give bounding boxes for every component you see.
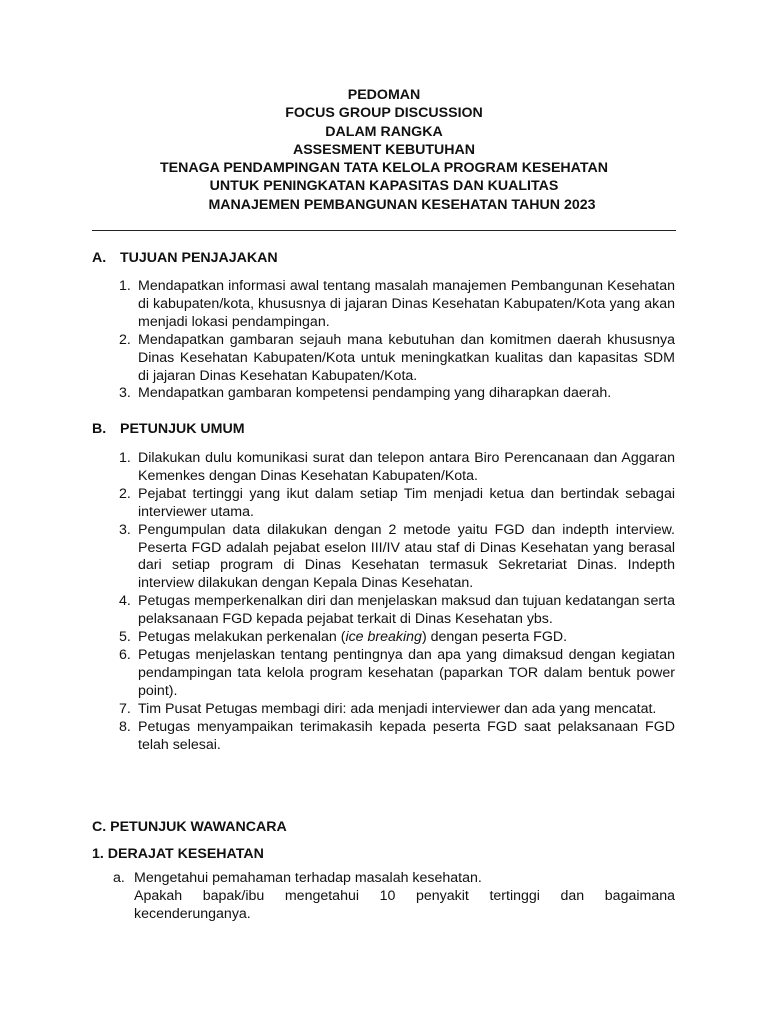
item-text: Pengumpulan data dilakukan dengan 2 metode yaitu FGD dan indepth interview. Peserta FGD adalah pejabat eselon III/IV atau staf di Dinas Kesehatan yang berasal dari setiap program di Dinas Kesehatan termasuk Sekretariat Dinas. Indepth interview dilakukan dengan Kepala Dinas Kesehatan. <box>138 521 675 592</box>
subsection-1-list <box>113 870 675 924</box>
item-text-italic: ice breaking <box>345 629 422 646</box>
item-number: 3. <box>119 521 131 538</box>
title-line-3: DALAM RANGKA <box>325 123 443 140</box>
list-item <box>119 450 675 486</box>
document-title <box>92 86 676 214</box>
item-number: 2. <box>119 331 131 348</box>
item-text <box>138 629 675 647</box>
item-number: 3. <box>119 385 131 402</box>
item-text-line: Mengetahui pemahaman terhadap masalah kesehatan. <box>134 870 482 886</box>
list-item <box>119 719 675 755</box>
title-line-7: MANAJEMEN PEMBANGUNAN KESEHATAN TAHUN 2023 <box>208 196 596 213</box>
subsection-1-heading: 1. DERAJAT KESEHATAN <box>92 846 264 862</box>
item-text <box>134 870 675 924</box>
item-number: 6. <box>119 646 131 663</box>
title-line-4: ASSESMENT KEBUTUHAN <box>292 141 476 158</box>
section-a-title: TUJUAN PENJAJAKAN <box>120 250 278 266</box>
list-item <box>113 870 675 924</box>
section-b-heading <box>92 421 245 439</box>
item-number: 1. <box>119 450 131 466</box>
list-item <box>119 486 675 522</box>
list-item <box>119 385 675 403</box>
item-text-part: ) dengan peserta FGD. <box>421 629 568 646</box>
item-text: Mendapatkan gambaran sejauh mana kebutuhan dan komitmen daerah khususnya Dinas Kesehatan Kabupaten/Kota untuk meningkatkan kualitas dan kapasitas SDM di jajaran Dinas Kesehatan Kabupaten/Kota. <box>138 331 675 384</box>
item-number: 4. <box>119 593 131 610</box>
item-text: Mendapatkan gambaran kompetensi pendamping yang diharapkan daerah. <box>138 385 612 402</box>
item-letter: a. <box>113 870 125 886</box>
title-line-2: FOCUS GROUP DISCUSSION <box>285 105 483 122</box>
section-b-label: B. <box>92 421 107 437</box>
item-text-line: Apakah bapak/ibu mengetahui 10 penyakit tertinggi dan bagaimana kecenderunganya. <box>134 887 675 922</box>
item-number: 5. <box>119 629 131 646</box>
section-b-title: PETUNJUK UMUM <box>120 421 245 437</box>
item-text: Petugas menyampaikan terimakasih kepada peserta FGD saat pelaksanaan FGD telah selesai. <box>138 718 675 753</box>
section-a-list <box>119 278 675 403</box>
list-item <box>119 701 675 719</box>
list-item <box>119 332 675 386</box>
list-item <box>119 629 675 647</box>
section-a-heading <box>92 250 278 268</box>
section-a-label: A. <box>92 250 107 266</box>
item-number: 1. <box>119 278 131 294</box>
title-line-6: UNTUK PENINGKATAN KAPASITAS DAN KUALITAS <box>209 178 559 195</box>
item-text-part: Petugas melakukan perkenalan ( <box>138 629 346 646</box>
list-item <box>119 522 675 594</box>
item-text: Petugas memperkenalkan diri dan menjelaskan maksud dan tujuan kedatangan serta pelaksanaan FGD kepada pejabat terkait di Dinas Kesehatan ybs. <box>138 593 675 628</box>
section-c-heading: C. PETUNJUK WAWANCARA <box>92 819 287 835</box>
title-divider <box>92 230 676 231</box>
list-item <box>119 647 675 701</box>
item-number: 8. <box>119 718 131 735</box>
item-text: Mendapatkan informasi awal tentang masalah manajemen Pembangunan Kesehatan di kabupaten/kota, khususnya di jajaran Dinas Kesehatan Kabupaten/Kota yang akan menjadi lokasi pendampingan. <box>138 278 675 330</box>
list-item <box>119 278 675 332</box>
title-line-5: TENAGA PENDAMPINGAN TATA KELOLA PROGRAM KESEHATAN <box>160 160 608 177</box>
item-text: Tim Pusat Petugas membagi diri: ada menjadi interviewer dan ada yang mencatat. <box>138 700 657 717</box>
item-text: Dilakukan dulu komunikasi surat dan telepon antara Biro Perencanaan dan Aggaran Kemenkes dengan Dinas Kesehatan Kabupaten/Kota. <box>138 450 675 484</box>
list-item <box>119 593 675 629</box>
item-text: Petugas menjelaskan tentang pentingnya dan apa yang dimaksud dengan kegiatan pendampingan tata kelola program kesehatan (paparkan TOR dalam bentuk power point). <box>138 646 675 699</box>
section-b-list <box>119 450 675 754</box>
title-line-1: PEDOMAN <box>347 87 421 103</box>
item-number: 2. <box>119 485 131 502</box>
item-number: 7. <box>119 700 131 717</box>
item-text: Pejabat tertinggi yang ikut dalam setiap Tim menjadi ketua dan bertindak sebagai interviewer utama. <box>138 485 675 520</box>
